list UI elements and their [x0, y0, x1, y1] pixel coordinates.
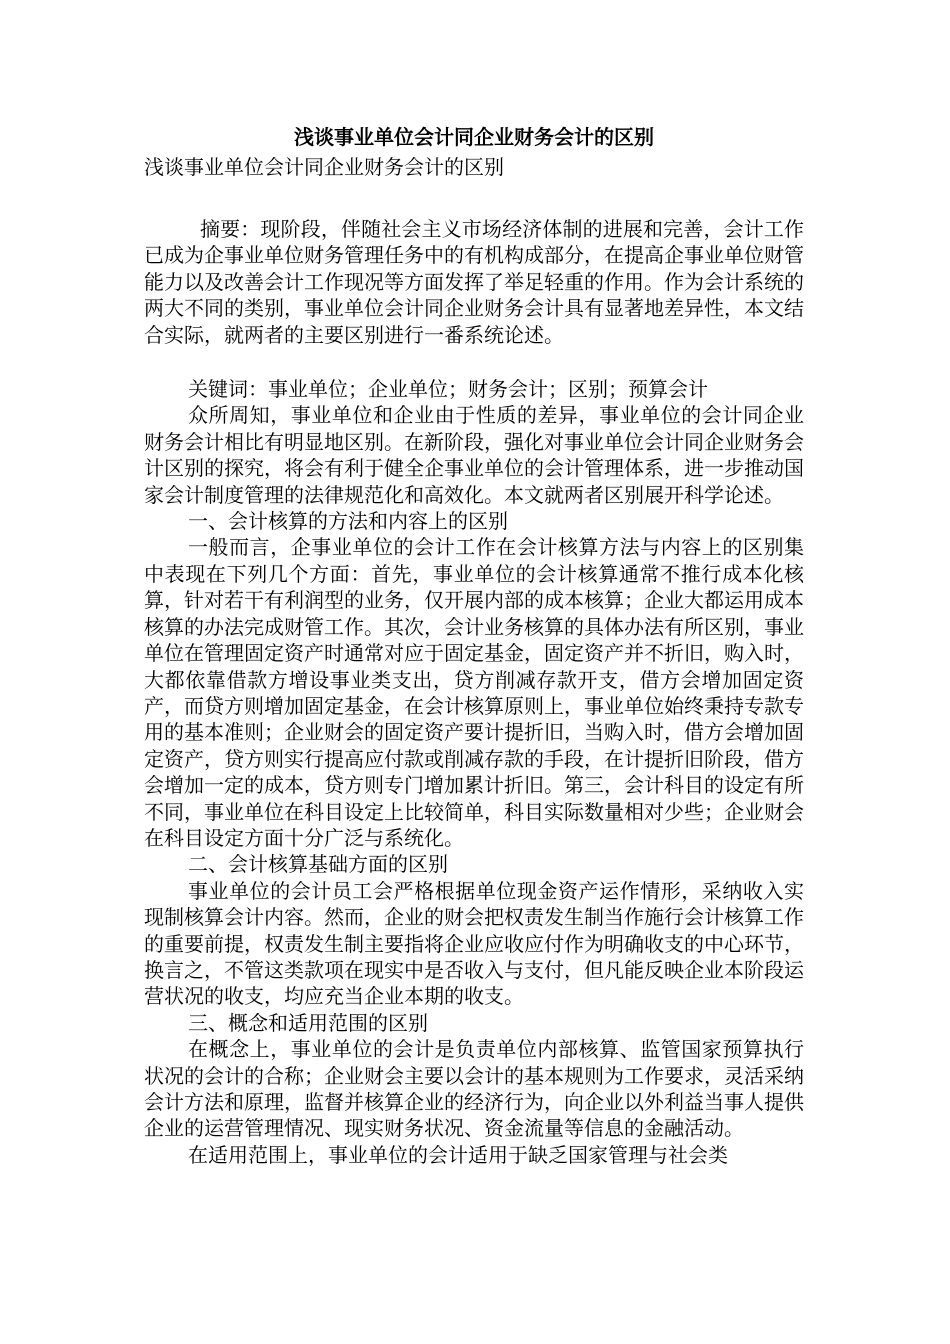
blank-line [144, 182, 804, 216]
section-paragraph: 在概念上，事业单位的会计是负责单位内部核算、监管国家预算执行状况的会计的合称；企业财会主要以会计的基本规则为工作要求，灵活采纳会计方法和原理，监督并核算企业的经济行为，向企业以外利益当事人提供企业的运营管理情况、现实财务状况、资金流量等信息的金融活动。 [144, 1037, 804, 1141]
section-heading: 二、会计核算基础方面的区别 [188, 852, 448, 877]
abstract-paragraph: 摘要：现阶段，伴随社会主义市场经济体制的进展和完善，会计工作已成为企事业单位财务管理任务中的有机构成部分，在提高企事业单位财管能力以及改善会计工作现况等方面发挥了举足轻重的作用。作为会计系统的两大不同的类别，事业单位会计同企业财务会计具有显著地差异性，本文结合实际，就两者的主要区别进行一番系统论述。 [144, 217, 804, 347]
section-paragraph: 在适用范围上，事业单位的会计适用于缺乏国家管理与社会类 [188, 1142, 728, 1167]
section-heading: 三、概念和适用范围的区别 [188, 1010, 428, 1035]
document-body [144, 122, 804, 1168]
blank-line [144, 348, 804, 376]
intro-paragraph: 众所周知，事业单位和企业由于性质的差异，事业单位的会计同企业财务会计相比有明显地区别。在新阶段，强化对事业单位会计同企业财务会计区别的探究，将会有利于健全企事业单位的会计管理体系，进一步推动国家会计制度管理的法律规范化和高效化。本文就两者区别展开科学论述。 [144, 403, 804, 507]
document-title: 浅谈事业单位会计同企业财务会计的区别 [294, 125, 654, 149]
section-paragraph: 事业单位的会计员工会严格根据单位现金资产运作情形，采纳收入实现制核算会计内容。然而，企业的财会把权责发生制当作施行会计核算工作的重要前提，权责发生制主要指将企业应收应付作为明确收支的中心环节，换言之，不管这类款项在现实中是否收入与支付，但凡能反映企业本阶段运营状况的收支，均应充当企业本期的收支。 [144, 878, 804, 1009]
document-subtitle: 浅谈事业单位会计同企业财务会计的区别 [144, 155, 504, 179]
keywords-line: 关键词：事业单位；企业单位；财务会计；区别；预算会计 [188, 377, 708, 402]
section-paragraph: 一般而言，企事业单位的会计工作在会计核算方法与内容上的区别集中表现在下列几个方面：首先，事业单位的会计核算通常不推行成本化核算，针对若干有利润型的业务，仅开展内部的成本核算；企业大都运用成本核算的办法完成财管工作。其次，会计业务核算的具体办法有所区别，事业单位在管理固定资产时通常对应于固定基金，固定资产并不折旧，购入时，大都依靠借款方增设事业类支出，贷方削减存款开支，借方会增加固定资产，而贷方则增加固定基金，在会计核算原则上，事业单位始终秉持专款专用的基本准则；企业财会的固定资产要计提折旧，当购入时，借方会增加固定资产，贷方则实行提高应付款或削减存款的手段，在计提折旧阶段，借方会增加一定的成本，贷方则专门增加累计折旧。第三，会计科目的设定有所不同，事业单位在科目设定上比较简单，科目实际数量相对少些；企业财会在科目设定方面十分广泛与系统化。 [144, 535, 804, 850]
section-heading: 一、会计核算的方法和内容上的区别 [188, 509, 508, 534]
